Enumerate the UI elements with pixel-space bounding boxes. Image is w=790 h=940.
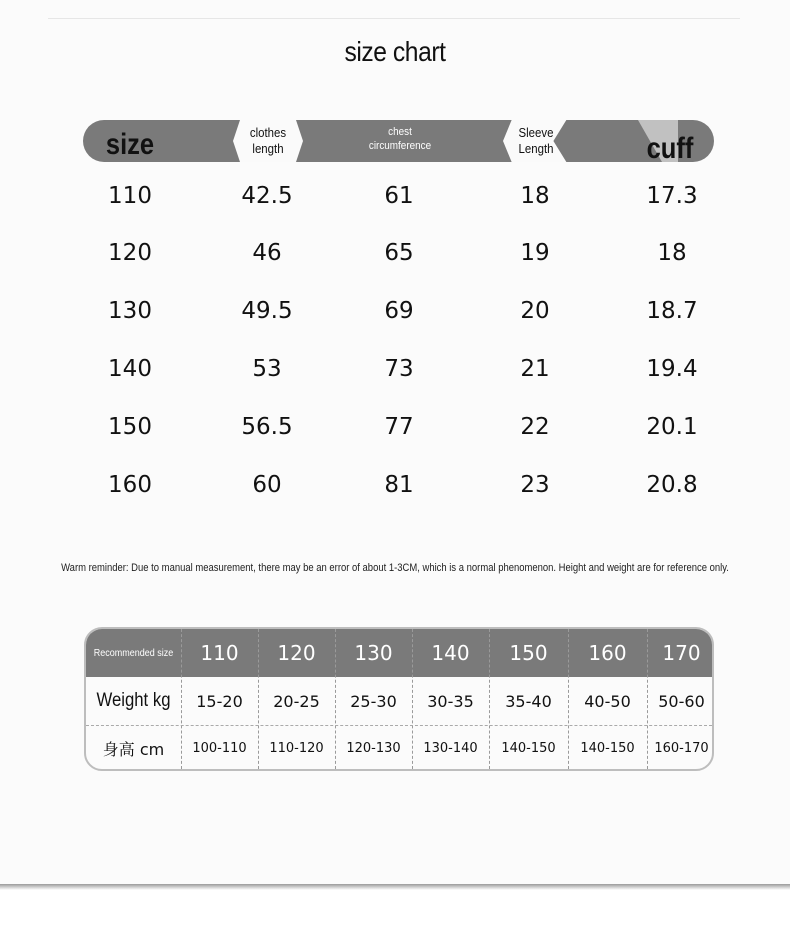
header-chest-line1: chest bbox=[388, 126, 412, 138]
size-table-cell: 140 bbox=[108, 356, 152, 382]
size-table-cell: 65 bbox=[384, 240, 414, 266]
header-chest-circumference bbox=[346, 126, 454, 154]
header-clothes-length-line1: clothes bbox=[249, 125, 287, 140]
size-table-cell: 81 bbox=[384, 472, 414, 498]
size-table-cell: 56.5 bbox=[241, 414, 293, 440]
header-clothes-length bbox=[224, 125, 312, 158]
size-table-cell: 60 bbox=[252, 472, 282, 498]
header-chest-line2: circumference bbox=[368, 139, 432, 152]
size-table-cell: 18 bbox=[520, 183, 550, 209]
size-table-cell: 20.1 bbox=[646, 414, 698, 440]
size-table-cell: 20 bbox=[520, 298, 550, 324]
weight-value: 40-50 bbox=[584, 691, 631, 711]
weight-row-label: Weight kg bbox=[96, 690, 171, 711]
size-table-cell: 46 bbox=[252, 240, 282, 266]
size-table-cell: 20.8 bbox=[646, 472, 698, 498]
weight-value: 30-35 bbox=[427, 691, 474, 711]
height-value: 140-150 bbox=[580, 740, 635, 756]
size-table-cell: 73 bbox=[384, 356, 414, 382]
weight-value: 35-40 bbox=[505, 691, 552, 711]
size-table-cell: 18 bbox=[657, 240, 687, 266]
size-table-cell: 19 bbox=[520, 240, 550, 266]
recommended-size-value: 130 bbox=[354, 641, 393, 665]
height-value: 140-150 bbox=[501, 740, 556, 756]
recommended-size-label: Recommended size bbox=[93, 647, 174, 659]
page-title: size chart bbox=[344, 36, 446, 67]
recommended-size-table bbox=[84, 627, 714, 771]
size-table-cell: 160 bbox=[108, 472, 152, 498]
size-table-cell: 17.3 bbox=[646, 183, 698, 209]
recommended-size-value: 110 bbox=[200, 641, 239, 665]
header-sleeve-length bbox=[492, 125, 580, 158]
height-value: 100-110 bbox=[192, 740, 247, 756]
height-value: 110-120 bbox=[269, 740, 324, 756]
recommended-size-value: 120 bbox=[277, 641, 316, 665]
recommended-size-value: 140 bbox=[431, 641, 470, 665]
size-table-cell: 18.7 bbox=[646, 298, 698, 324]
size-table-cell: 110 bbox=[108, 183, 152, 209]
header-sleeve-line2: Length bbox=[518, 141, 554, 157]
size-table-cell: 42.5 bbox=[241, 183, 293, 209]
recommended-size-value: 170 bbox=[662, 641, 701, 665]
header-cuff: cuff bbox=[646, 132, 694, 165]
size-table-cell: 53 bbox=[252, 356, 282, 382]
size-table-cell: 49.5 bbox=[241, 298, 293, 324]
size-table-cell: 130 bbox=[108, 298, 152, 324]
recommended-size-value: 160 bbox=[588, 641, 627, 665]
size-table-cell: 61 bbox=[384, 183, 414, 209]
height-row-label: 身高 cm bbox=[102, 739, 165, 759]
size-table-cell: 120 bbox=[108, 240, 152, 266]
size-table-cell: 69 bbox=[384, 298, 414, 324]
height-value: 120-130 bbox=[346, 740, 401, 756]
weight-value: 15-20 bbox=[196, 691, 243, 711]
size-table-cell: 22 bbox=[520, 414, 550, 440]
size-table-cell: 150 bbox=[108, 414, 152, 440]
weight-value: 50-60 bbox=[658, 691, 705, 711]
header-clothes-length-line2: length bbox=[252, 141, 284, 157]
size-table-cell: 19.4 bbox=[646, 356, 698, 382]
height-value: 160-170 bbox=[654, 740, 709, 756]
warm-reminder-text: Warm reminder: Due to manual measurement, there may be an error of about 1-3CM, which is a normal phenomenon. Height and weight are for reference only. bbox=[61, 562, 729, 574]
size-table-cell: 23 bbox=[520, 472, 550, 498]
header-sleeve-line1: Sleeve bbox=[518, 125, 554, 140]
height-value: 130-140 bbox=[423, 740, 478, 756]
weight-value: 20-25 bbox=[273, 691, 320, 711]
header-size: size bbox=[105, 128, 155, 161]
size-table-cell: 21 bbox=[520, 356, 550, 382]
size-table-cell: 77 bbox=[384, 414, 414, 440]
weight-value: 25-30 bbox=[350, 691, 397, 711]
bottom-edge-shadow bbox=[0, 884, 790, 890]
recommended-size-value: 150 bbox=[509, 641, 548, 665]
top-divider bbox=[48, 18, 740, 19]
